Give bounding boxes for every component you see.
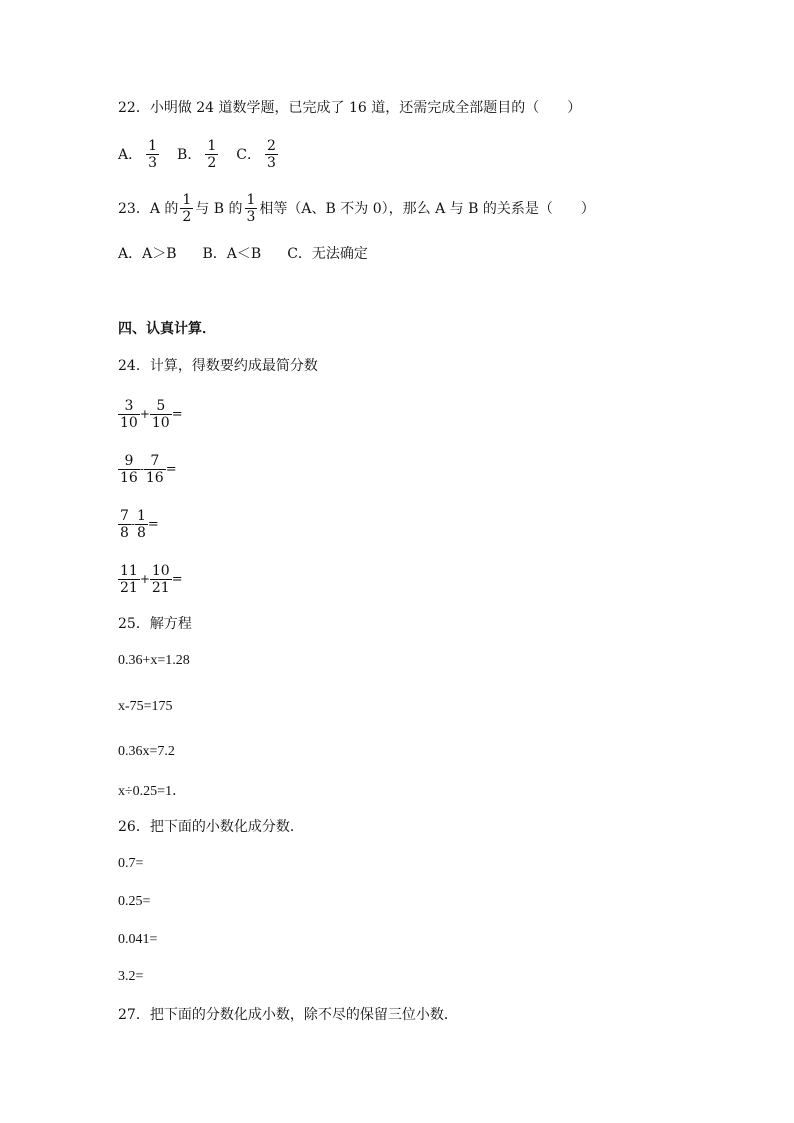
option-c-fraction: [265, 138, 278, 171]
equals-sign: =: [171, 407, 183, 423]
equals-sign: =: [147, 517, 159, 533]
fraction-denominator: 21: [151, 580, 170, 597]
option-b-fraction: [205, 138, 218, 171]
fraction-denominator: 16: [120, 470, 138, 487]
operator: +: [139, 406, 150, 421]
fraction-a: [118, 508, 131, 541]
decimal-text: 0.041=: [118, 932, 158, 947]
question-22-text: 22．小明做 24 道数学题，已完成了 16 道，还需完成全部题目的（ ）: [118, 100, 582, 116]
calculation-1: [118, 398, 183, 431]
option-a-label: A．: [118, 146, 143, 163]
decimal-item-1: [118, 857, 143, 871]
question-22-options: [118, 138, 296, 171]
fraction-numerator: 10: [151, 563, 170, 579]
fraction-numerator: 2: [266, 138, 276, 154]
option-c-label: C．: [236, 146, 261, 163]
decimal-item-3: [118, 933, 157, 947]
fraction-numerator: 1: [246, 192, 256, 208]
fraction-numerator: 1: [136, 508, 146, 524]
fraction-b: [150, 398, 172, 431]
question-23-fraction-1: [180, 192, 193, 225]
equation-1: [118, 654, 190, 668]
calculation-3: [118, 508, 159, 541]
fraction-a: [118, 398, 140, 431]
fraction-b: [144, 453, 166, 486]
fraction-a: [118, 563, 140, 596]
calculation-2: [118, 453, 177, 486]
equation-text: x÷0.25=1．: [118, 784, 187, 799]
fraction-denominator: 3: [148, 155, 158, 172]
option-b: [177, 138, 220, 171]
question-23-mid: 与 B 的: [195, 200, 243, 217]
fraction-numerator: 1: [207, 138, 217, 154]
fraction-denominator: 2: [207, 155, 217, 172]
fraction-denominator: 16: [145, 470, 164, 487]
option-c: C．无法确定: [287, 246, 368, 262]
question-24: [118, 359, 318, 373]
option-b: B．A＜B: [202, 246, 262, 262]
question-23-prefix: 23．A 的: [118, 200, 179, 217]
fraction-denominator: 2: [182, 209, 192, 226]
fraction-denominator: 21: [120, 580, 138, 597]
decimal-text: 0.7=: [118, 856, 144, 871]
fraction-numerator: 5: [156, 398, 166, 414]
equals-sign: =: [165, 462, 177, 478]
equation-text: 0.36x=7.2: [118, 744, 175, 759]
fraction-numerator: 1: [182, 192, 192, 208]
question-24-text: 24．计算，得数要约成最简分数: [118, 358, 318, 374]
calculation-4: [118, 563, 183, 596]
option-a: A．A＞B: [118, 246, 177, 262]
question-26-text: 26．把下面的小数化成分数．: [118, 819, 304, 835]
question-23: [118, 192, 595, 225]
operator: +: [139, 571, 150, 586]
fraction-denominator: 3: [266, 155, 276, 172]
equals-sign: =: [171, 572, 183, 588]
fraction-numerator: 11: [120, 563, 138, 579]
question-27: [118, 1008, 458, 1022]
question-23-options: [118, 247, 384, 261]
fraction-b: [150, 563, 172, 596]
decimal-text: 0.25=: [118, 894, 151, 909]
fraction-a: [118, 453, 140, 486]
fraction-numerator: 1: [148, 138, 158, 154]
question-26: [118, 820, 304, 834]
fraction-b: [135, 508, 148, 541]
operator: -: [139, 461, 144, 476]
option-b-label: B．: [177, 146, 202, 163]
question-23-fraction-2: [245, 192, 258, 225]
section-4-title: 四、认真计算．: [118, 321, 216, 337]
question-25-text: 25．解方程: [118, 616, 192, 632]
operator: -: [130, 516, 135, 531]
decimal-item-4: [118, 970, 143, 984]
fraction-numerator: 3: [124, 398, 134, 414]
fraction-denominator: 8: [136, 525, 146, 542]
fraction-denominator: 10: [120, 415, 138, 432]
section-heading: [118, 322, 216, 336]
fraction-denominator: 10: [151, 415, 170, 432]
equation-4: [118, 785, 186, 799]
equation-text: 0.36+x=1.28: [118, 653, 190, 668]
question-25: [118, 617, 192, 631]
option-a: [118, 138, 161, 171]
option-a-fraction: [146, 138, 159, 171]
equation-2: [118, 700, 173, 714]
decimal-text: 3.2=: [118, 969, 144, 984]
fraction-denominator: 3: [246, 209, 256, 226]
fraction-numerator: 9: [124, 453, 134, 469]
decimal-item-2: [118, 895, 150, 909]
fraction-numerator: 7: [120, 508, 129, 524]
equation-3: [118, 745, 175, 759]
option-c: [236, 138, 280, 171]
equation-text: x-75=175: [118, 699, 173, 714]
question-22: [118, 101, 581, 115]
fraction-denominator: 8: [120, 525, 129, 542]
question-27-text: 27．把下面的分数化成小数，除不尽的保留三位小数．: [118, 1007, 458, 1023]
fraction-numerator: 7: [150, 453, 160, 469]
question-23-suffix: 相等（A、B 不为 0），那么 A 与 B 的关系是（ ）: [259, 200, 595, 217]
